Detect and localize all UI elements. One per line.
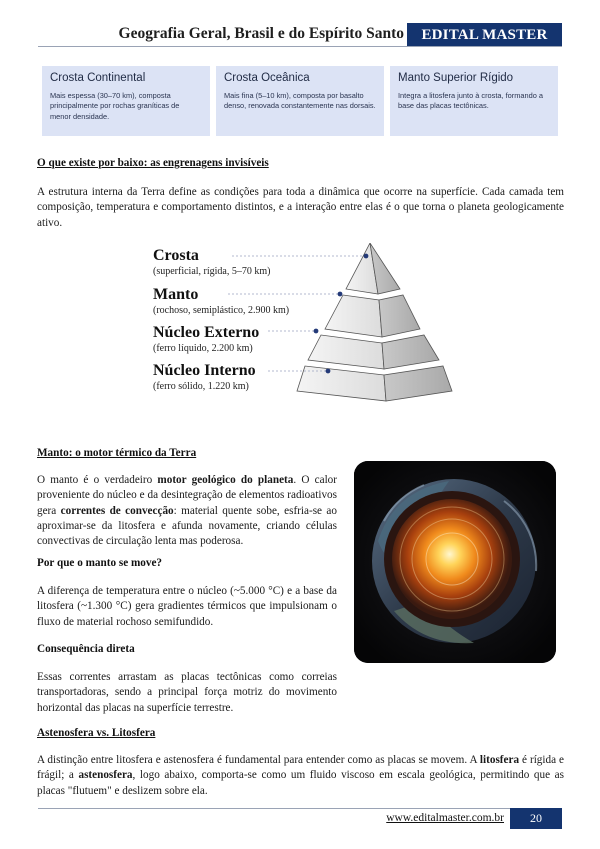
section-paragraph: A estrutura interna da Terra define as condições para toda a dinâmica que ocorre na superfície. Cada camada tem composição, temperatura e comportamento distintos, e a interação entre elas é o que torna o planeta geologicamente ativo.: [37, 186, 564, 229]
earth-layers-pyramid: [150, 243, 455, 403]
layer-name-nucleo-interno: Núcleo Interno: [153, 362, 256, 379]
subheading-consequence: Consequência direta: [37, 643, 135, 655]
section-heading-manto: Manto: o motor térmico da Terra: [37, 447, 197, 459]
card-manto-superior: [390, 66, 558, 136]
footer-website-link[interactable]: www.editalmaster.com.br: [386, 812, 504, 824]
earth-cross-section-image: [354, 461, 556, 663]
page-number: 20: [510, 808, 562, 829]
card-title: Crosta Continental: [50, 72, 146, 84]
layer-name-nucleo-externo: Núcleo Externo: [153, 324, 260, 341]
why-paragraph: A diferença de temperatura entre o núcleo (~5.000 °C) e a base da litosfera (~1.300 °C) gera gradientes térmicos que impulsionam o fluxo de material rochoso semifundido.: [37, 585, 337, 628]
layer-desc-manto: (rochoso, semiplástico, 2.900 km): [153, 305, 290, 316]
card-title: Crosta Oceânica: [224, 72, 310, 84]
header-title: Geografia Geral, Brasil e do Espírito Santo: [118, 25, 404, 42]
section-heading-astenosfera: Astenosfera vs. Litosfera: [37, 727, 156, 739]
card-text: Mais fina (5–10 km), composta por basalto denso, renovada constantemente nas dorsais.: [224, 91, 376, 111]
earth-illustration: [354, 461, 556, 663]
subheading-why-mantle-moves: Por que o manto se move?: [37, 557, 163, 569]
card-crosta-continental: [42, 66, 210, 136]
section-heading-engrenagens: O que existe por baixo: as engrenagens invisíveis: [37, 157, 269, 169]
layer-desc-nucleo-externo: (ferro líquido, 2.200 km): [153, 343, 253, 354]
card-text: Integra a litosfera junto à crosta, formando a base das placas tectônicas.: [398, 91, 544, 111]
layer-name-crosta: Crosta: [153, 247, 199, 264]
card-crosta-oceanica: [216, 66, 384, 136]
layer-name-manto: Manto: [153, 286, 199, 303]
manto-intro-paragraph: O manto é o verdadeiro motor geológico do planeta. O calor proveniente do núcleo e da desintegração de elementos radioativos gera correntes de convecção: material quente sobe, esfria-se ao aproximar-se da litosfera e afunda novamente, criando células convectivas de circulação lenta mas poderosa.: [37, 474, 338, 548]
astenosfera-paragraph: A distinção entre litosfera e astenosfera é fundamental para entender como as placas se movem. A litosfera é rígida e frágil; a astenosfera, logo abaixo, comporta-se como um fluido viscoso em escala geológica, permitindo que as placas "flutuem" e deslizem sobre ela.: [37, 754, 564, 797]
card-text: Mais espessa (30–70 km), composta principalmente por rochas graníticas de menor densidade.: [50, 91, 180, 121]
brand-badge: EDITAL MASTER: [407, 23, 562, 47]
info-cards: [42, 66, 558, 136]
footer-divider: [38, 808, 562, 809]
layer-desc-nucleo-interno: (ferro sólido, 1.220 km): [153, 381, 249, 392]
page-header: [38, 23, 562, 47]
header-divider: [38, 46, 562, 47]
layer-desc-crosta: (superficial, rígida, 5–70 km): [153, 266, 271, 277]
consequence-paragraph: Essas correntes arrastam as placas tectônicas como correias transportadoras, sendo a principal força motriz do movimento horizontal das placas na superfície terrestre.: [37, 671, 337, 714]
card-title: Manto Superior Rígido: [398, 72, 514, 84]
